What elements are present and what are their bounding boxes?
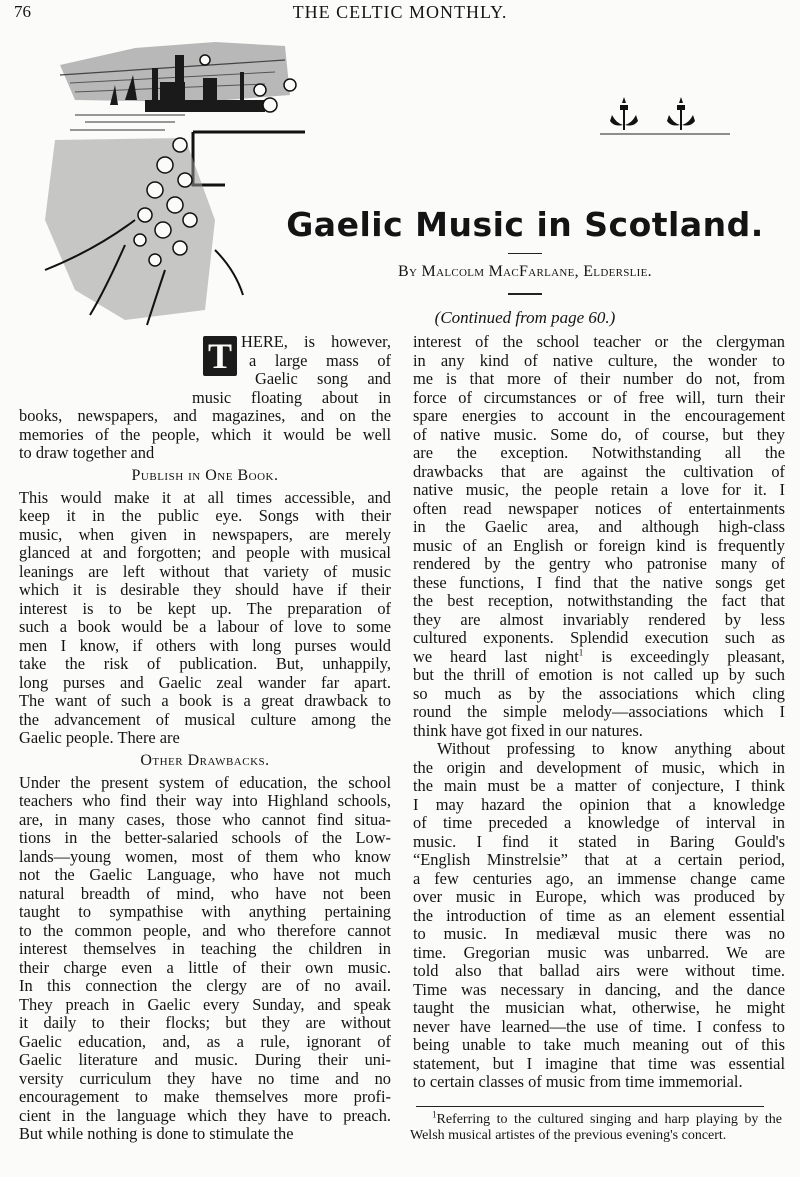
text-line: music. I find it stated in Baring Gould's [413,832,785,851]
harbour-illustration [15,20,305,330]
text-line: time. Gregorian music was unbarred. We are [413,943,785,962]
text-line: This would make it at all times accessible, and [19,488,391,507]
continued-note: (Continued from page 60.) [434,308,616,327]
text-line: the main must be a matter of conjecture, I think [413,777,785,795]
text-line: books, newspapers, and magazines, and on the [19,407,391,425]
text-line: taught the musician what, otherwise, he might [413,999,785,1017]
text-line: music of an English or foreign kind is frequently [413,536,785,555]
title-rule [508,253,542,254]
text-line: interest themselves in teaching the children in [19,940,391,958]
text-line: music floating about in [192,388,391,407]
text-line: statement, but I imagine that time was essential [413,1054,785,1073]
text-line: Gaelic education, and, as a rule, ignorant of [19,1032,391,1051]
text-line: Without professing to know anything about [437,740,785,758]
text-line: encouragement to make themselves more profi- [19,1088,391,1106]
text-line: The want of such a book is a great drawback to [19,692,391,710]
text-line: their charge even a little of their own music. [19,958,391,977]
text-line: of time preceded a knowledge of interval in [413,814,785,832]
text-line: over music in Europe, which was produced by [413,888,785,906]
page-number: 76 [14,2,31,21]
footnote-text: Referring to the cultured singing and harp playing by the Welsh musical artistes of the previous evening's concert. [410,1112,782,1143]
paragraph [413,333,785,648]
right-column [413,333,785,1092]
text-fragment: we heard last night [413,647,579,666]
text-line: the advancement of musical culture among the [19,710,391,729]
text-line-with-footnote-ref [413,648,785,667]
text-line: men I know, if others with long purses would [19,636,391,655]
footnote-rule [416,1106,764,1107]
text-line: drawbacks that are against the cultivation of [413,462,785,481]
text-line: In this connection the clergy are of no avail. [19,977,391,995]
subheading-publish: Publish in One Book. [131,466,279,484]
text-line: to the common people, and who therefore cannot [19,921,391,940]
text-line: a large mass of [249,351,391,370]
intro-paragraph [19,333,391,463]
paragraph [413,740,785,1092]
running-title: THE CELTIC MONTHLY. [292,2,508,22]
text-line: They preach in Gaelic every Sunday, and speak [19,995,391,1014]
byline: By Malcolm MacFarlane, Elderslie. [398,263,652,280]
text-line: cultured exponents. Splendid execution such as [413,629,785,647]
text-line: glanced at and forgotten; and people with musical [19,544,391,562]
text-line: a few centuries ago, an immense change came [413,869,785,888]
water-lines [70,115,185,130]
text-line: being unable to take much meaning out of this [413,1036,785,1054]
text-line: keep it in the public eye. Songs with their [19,507,391,525]
footnote-marker: 1 [432,1109,437,1120]
thistle-icon [667,97,695,130]
text-line: take the risk of publication. But, unhappily, [19,655,391,673]
article-title: Gaelic Music in Scotland. [286,205,764,244]
text-line: are the exception. Notwithstanding all the [413,444,785,462]
text-line: Gaelic song and [255,370,391,388]
text-line: interest is to be kept up. The preparation of [19,599,391,618]
text-line: lands—young women, most of them who know [19,847,391,866]
text-line: long purses and Gaelic zeal wander far apart. [19,673,391,692]
text-line: me is that more of their number do not, from [413,370,785,388]
drop-cap: T [203,336,237,376]
text-line: not the Gaelic Language, who have not much [19,866,391,884]
text-line: rendered by the gentry who patronise many of [413,555,785,573]
text-line: force of circumstances or of free will, turn their [413,388,785,407]
text-line: never have learned—the use of time. I confess to [413,1017,785,1036]
text-line: often read newspaper notices of entertainments [413,499,785,518]
text-line: in any kind of native culture, the wonder to [413,351,785,370]
subheading-other-drawbacks: Other Drawbacks. [140,751,270,769]
text-line: in the Gaelic area, and although high-class [413,518,785,536]
text-line: round the simple melody—associations which I [413,703,785,721]
text-line: native music, the people retain a love for it. I [413,481,785,499]
text-line: it daily to their flocks; but they are without [19,1014,391,1032]
text-line: leanings are left without that variety of music [19,562,391,581]
frame-corner [193,132,305,185]
text-line: to certain classes of music from time immemorial. [413,1073,743,1091]
text-line: these functions, I find that the native songs get [413,573,785,592]
text-line: are, in many cases, those who cannot find situa- [19,810,391,829]
text-line: I may hazard the opinion that a knowledge [413,795,785,814]
section-publish [19,489,391,748]
text-line: tions in the better-salaried schools of the Low- [19,829,391,847]
text-line: “English Minstrelsie” that at a certain period, [413,851,785,869]
left-column [19,333,391,1144]
footnote-reference[interactable]: 1 [578,647,584,658]
footnote [410,1109,782,1144]
text-line: Gaelic literature and music. During their uni- [19,1051,391,1069]
text-fragment: is exceedingly pleasant, [583,647,785,666]
text-line: versity curriculum they have no time and no [19,1069,391,1088]
text-line: spare energies to account in the encouragement [413,407,785,425]
text-line: the origin and development of music, which in [413,758,785,777]
text-line: interest of the school teacher or the clergyman [413,333,785,351]
thistle-icon [610,97,638,130]
text-line: taught to sympathise with anything pertaining [19,903,391,921]
text-line: HERE, is however, [241,333,391,351]
text-line: so much as by the associations which cling [413,684,785,703]
text-line: the introduction of time as an element essential [413,906,785,925]
text-line: they are almost invariably rendered by less [413,610,785,629]
thistle-ornament [600,95,730,137]
text-line: told also that ballad airs were without time. [413,962,785,980]
text-line: memories of the people, which it would be well [19,425,391,444]
byline-rule [508,293,542,295]
text-line: the best reception, notwithstanding the fact that [413,592,785,610]
text-line: of native music. Some do, of course, but they [413,425,785,444]
text-line: cient in the language which they have to preach. [19,1106,391,1125]
text-line: But while nothing is done to stimulate the [19,1125,294,1143]
text-line: to music. In mediæval music there was no [413,925,785,943]
text-line: think have got fixed in our natures. [413,721,643,740]
text-line: Time was necessary in dancing, and the dance [413,980,785,999]
text-line: music, when given in newspapers, are merely [19,525,391,544]
text-line: Under the present system of education, the school [19,773,391,792]
text-line: such a book would be a labour of love to some [19,618,391,636]
text-line: teachers who find their way into Highland schools, [19,792,391,810]
section-other-drawbacks [19,774,391,1144]
text-line: to draw together and [19,444,155,462]
text-line: Gaelic people. There are [19,729,180,747]
text-line: natural breadth of mind, who have not been [19,884,391,903]
text-line: which it is desirable they should have if their [19,581,391,599]
paragraph-end [413,666,785,740]
text-line: but the thrill of emotion is not called up by such [413,666,785,684]
